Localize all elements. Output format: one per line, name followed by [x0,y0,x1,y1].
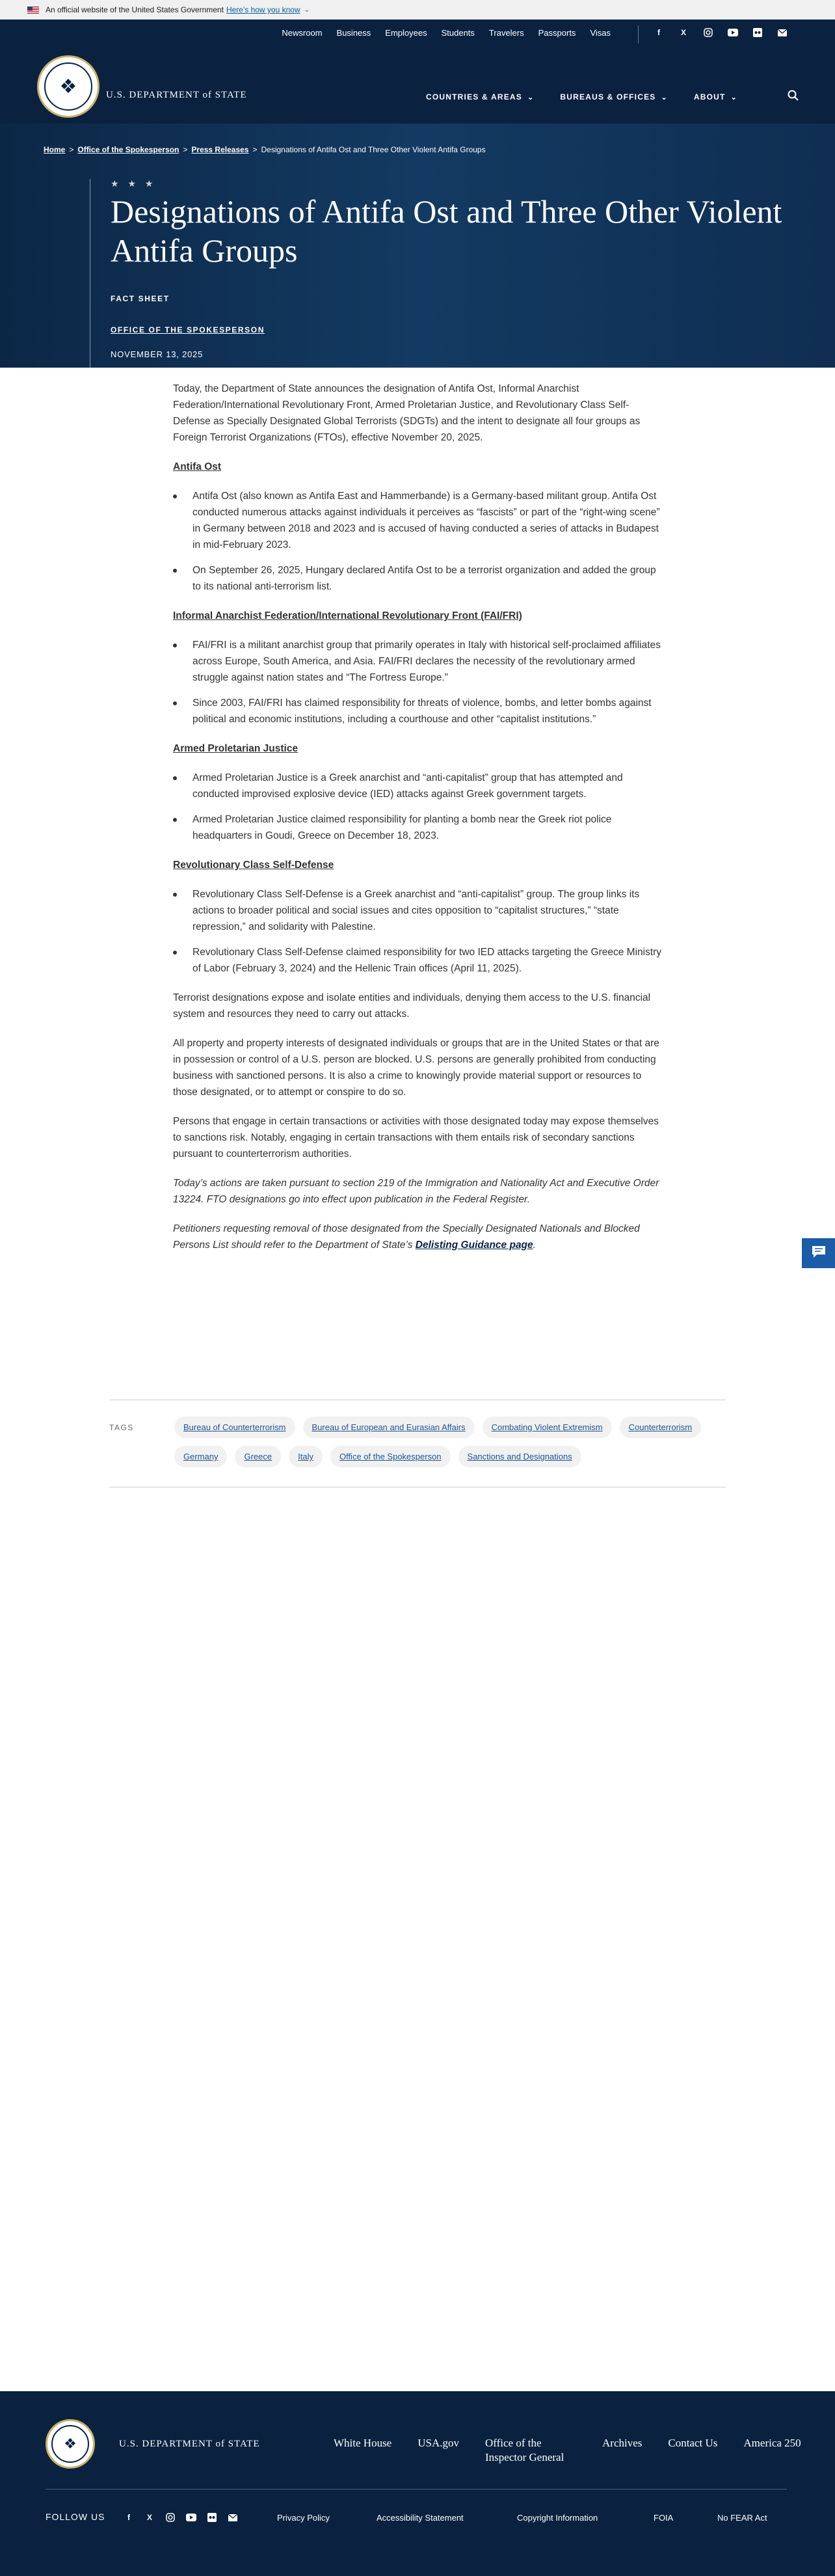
chevron-down-icon: ⌄ [730,93,737,102]
instagram-icon[interactable] [703,27,713,38]
article-body [173,381,662,1266]
utility-link-travelers[interactable]: Travelers [488,28,524,38]
x-icon[interactable]: X [680,28,686,37]
page-title: Designations of Antifa Ost and Three Other Violent Antifa Groups [111,193,782,269]
footer-link-america-250[interactable]: America 250 [743,2437,801,2449]
hero-banner [0,124,835,368]
main-nav [426,92,835,102]
breadcrumb-separator: > [183,145,188,154]
follow-us-label: FOLLOW US [46,2512,105,2522]
body-paragraph: All property and property interests of designated individuals or groups that are in the United States or that are in possession or control of a U.S. person are blocked. U.S. persons are generally prohibited from conducting business with sanctioned persons. It is also a crime to knowingly provide material support or resources to those designated, or to attempt or conspire to do so. [173,1038,659,1098]
footer-link-privacy-policy[interactable]: Privacy Policy [277,2513,330,2523]
list-item: FAI/FRI is a militant anarchist group that primarily operates in Italy with historical self-proclaimed affiliates across Europe, South America, and Asia. FAI/FRI declares the necessity of the revolutionary armed struggle against nation states and “The Fortress Europe.” [173,637,662,686]
tag-link[interactable]: Counterterrorism [620,1417,702,1438]
list-item: On September 26, 2025, Hungary declared Antifa Ost to be a terrorist organization and added the group to its national anti-terrorism list. [173,562,662,595]
tag-link[interactable]: Italy [289,1446,323,1467]
utility-divider [638,25,639,44]
utility-nav [267,28,611,38]
author-office-link[interactable]: OFFICE OF THE SPOKESPERSON [111,325,265,334]
footer-links [334,2436,827,2465]
footer-social-links [124,2512,248,2523]
facebook-icon[interactable]: f [127,2513,130,2522]
x-icon[interactable]: X [146,2513,152,2522]
nav-label: BUREAUS & OFFICES [560,92,656,102]
tags-section [109,1400,726,1487]
utility-link-passports[interactable]: Passports [538,28,576,38]
tag-link[interactable]: Greece [235,1446,281,1467]
footer-link-white-house[interactable]: White House [334,2437,392,2449]
nav-countries-areas[interactable] [426,92,534,102]
nav-about[interactable] [694,92,737,102]
delisting-note [173,1221,662,1253]
nav-bureaus-offices[interactable] [560,92,668,102]
chat-bubble-icon [811,1245,827,1262]
site-header [0,20,835,124]
eagle-icon: ❖ [44,62,92,111]
footer-link-usa-gov[interactable]: USA.gov [418,2437,459,2449]
list-item: Antifa Ost (also known as Antifa East and Hammerbande) is a Germany-based militant group. Antifa Ost conducted numerous attacks against individuals it perceives as “fascists” or part of the “right-wing scene” in Germany between 2018 and 2023 and is accused of having conducted a series of attacks in Budapest in mid-February 2023. [173,488,662,553]
email-icon[interactable] [228,2512,238,2523]
stars-decoration: ★ ★ ★ [111,178,157,189]
content-type-label: FACT SHEET [111,294,170,303]
list-item: Armed Proletarian Justice claimed responsibility for planting a bomb near the Greek riot police headquarters in Goudi, Greece on December 18, 2023. [173,811,662,844]
bullet-list [173,770,662,844]
tag-link[interactable]: Combating Violent Extremism [483,1417,612,1438]
intro-paragraph: Today, the Department of State announces the designation of Antifa Ost, Informal Anarchist Federation/International Revolutionary Front, Armed Proletarian Justice, and Revolutionary Class Self-Defense as Specially Designated Global Terrorists (SDGTs) and the intent to designate all four groups as Foreign Terrorist Organizations (FTOs), effective November 20, 2025. [173,383,641,443]
section-heading: Armed Proletarian Justice [173,743,298,754]
footer-brand-name[interactable]: U.S. DEPARTMENT of STATE [119,2439,260,2449]
heres-how-you-know-link[interactable]: Here's how you know [226,5,300,14]
body-paragraph: Persons that engage in certain transactions or activities with those designated today may expose themselves to sanctions risk. Notably, engaging in certain transactions with them entails risk of secondary sanctions pursuant to counterterrorism authorities. [173,1116,659,1159]
tag-link[interactable]: Germany [174,1446,227,1467]
nav-label: ABOUT [693,92,726,102]
breadcrumb-current: Designations of Antifa Ost and Three Other Violent Antifa Groups [261,145,486,154]
bullet-list [173,488,662,595]
tags-label: TAGS [109,1423,134,1432]
department-seal-logo[interactable] [37,55,99,118]
breadcrumb-separator: > [69,145,74,154]
breadcrumb-office[interactable]: Office of the Spokesperson [77,145,179,154]
delisting-guidance-link[interactable]: Delisting Guidance page [415,1240,533,1251]
footer-link-inspector-general[interactable]: Office of the Inspector General [485,2437,564,2463]
utility-link-business[interactable]: Business [336,28,371,38]
list-item: Revolutionary Class Self-Defense claimed responsibility for two IED attacks targeting the Greece Ministry of Labor (February 3, 2024) and the Hellenic Train offices (April 11, 2025). [173,944,662,977]
utility-link-employees[interactable]: Employees [385,28,427,38]
bullet-list [173,637,662,727]
list-item: Revolutionary Class Self-Defense is a Greek anarchist and “anti-capitalist” group. The group links its actions to broader political and social issues and cites opposition to “capitalist structures,” “state repression,” and solidarity with Palestine. [173,886,662,935]
tag-link[interactable]: Sanctions and Designations [458,1446,581,1467]
footer-link-no-fear-act[interactable]: No FEAR Act [717,2513,767,2523]
list-item: Armed Proletarian Justice is a Greek anarchist and “anti-capitalist” group that has attempted and conducted improvised explosive device (IED) attacks against Greek government targets. [173,770,662,802]
youtube-icon[interactable] [186,2512,196,2523]
footer-link-accessibility-statement[interactable]: Accessibility Statement [377,2513,464,2523]
tag-link[interactable]: Office of the Spokesperson [330,1446,451,1467]
bullet-list [173,886,662,977]
utility-link-students[interactable]: Students [441,28,475,38]
youtube-icon[interactable] [728,27,738,38]
social-links [654,27,802,38]
footer-link-foia[interactable]: FOIA [654,2513,674,2523]
gov-banner [0,0,835,20]
section-heading: Informal Anarchist Federation/International Revolutionary Front (FAI/FRI) [173,610,522,621]
chevron-down-icon: ⌄ [527,93,535,102]
instagram-icon[interactable] [165,2512,176,2523]
section-heading: Revolutionary Class Self-Defense [173,860,334,871]
tag-list [174,1417,721,1475]
delisting-period: . [533,1240,536,1251]
gov-banner-text: An official website of the United States Government [46,5,224,14]
body-paragraph: Terrorist designations expose and isolate entities and individuals, denying them access to the U.S. financial system and resources they need to carry out attacks. [173,992,651,1020]
tag-link[interactable]: Bureau of European and Eurasian Affairs [303,1417,475,1438]
list-item: Since 2003, FAI/FRI has claimed responsibility for threats of violence, bombs, and letter bombs against political and economic institutions, including a courthouse and other “capitalist institutions.” [173,695,662,727]
legal-note: Today’s actions are taken pursuant to section 219 of the Immigration and Nationality Act and Executive Order 13224. FTO designations go into effect upon publication in the Federal Register. [173,1178,659,1205]
delisting-text: Petitioners requesting removal of those designated from the Specially Designated Nationals and Blocked Persons List should refer to the Department of State’s [173,1223,640,1251]
search-icon[interactable] [787,89,801,103]
chevron-down-icon[interactable]: ⌄ [304,6,310,14]
chevron-down-icon: ⌄ [661,93,668,102]
breadcrumb-press-releases[interactable]: Press Releases [191,145,249,154]
footer-link-archives[interactable]: Archives [602,2437,643,2449]
site-footer [0,2391,835,2576]
brand-name[interactable]: U.S. DEPARTMENT of STATE [106,90,247,100]
eagle-icon: ❖ [51,2425,89,2463]
utility-bar [0,20,835,49]
feedback-chat-button[interactable] [802,1238,835,1268]
section-heading: Antifa Ost [173,461,222,472]
nav-label: COUNTRIES & AREAS [426,92,522,102]
utility-link-visas[interactable]: Visas [590,28,611,38]
publish-date: NOVEMBER 13, 2025 [111,349,204,359]
us-flag-icon [27,7,39,14]
footer-link-copyright-information[interactable]: Copyright Information [517,2513,598,2523]
utility-link-newsroom[interactable]: Newsroom [282,28,323,38]
footer-seal-logo[interactable] [46,2419,95,2469]
tag-link[interactable]: Bureau of Counterterrorism [174,1417,295,1438]
breadcrumb-separator: > [252,145,258,154]
email-icon[interactable] [777,27,788,38]
facebook-icon[interactable]: f [657,28,660,37]
flickr-icon[interactable] [752,27,763,38]
flickr-icon[interactable] [207,2512,217,2523]
footer-link-contact-us[interactable]: Contact Us [668,2437,718,2449]
breadcrumb-home[interactable]: Home [44,145,66,154]
breadcrumb [44,145,486,154]
